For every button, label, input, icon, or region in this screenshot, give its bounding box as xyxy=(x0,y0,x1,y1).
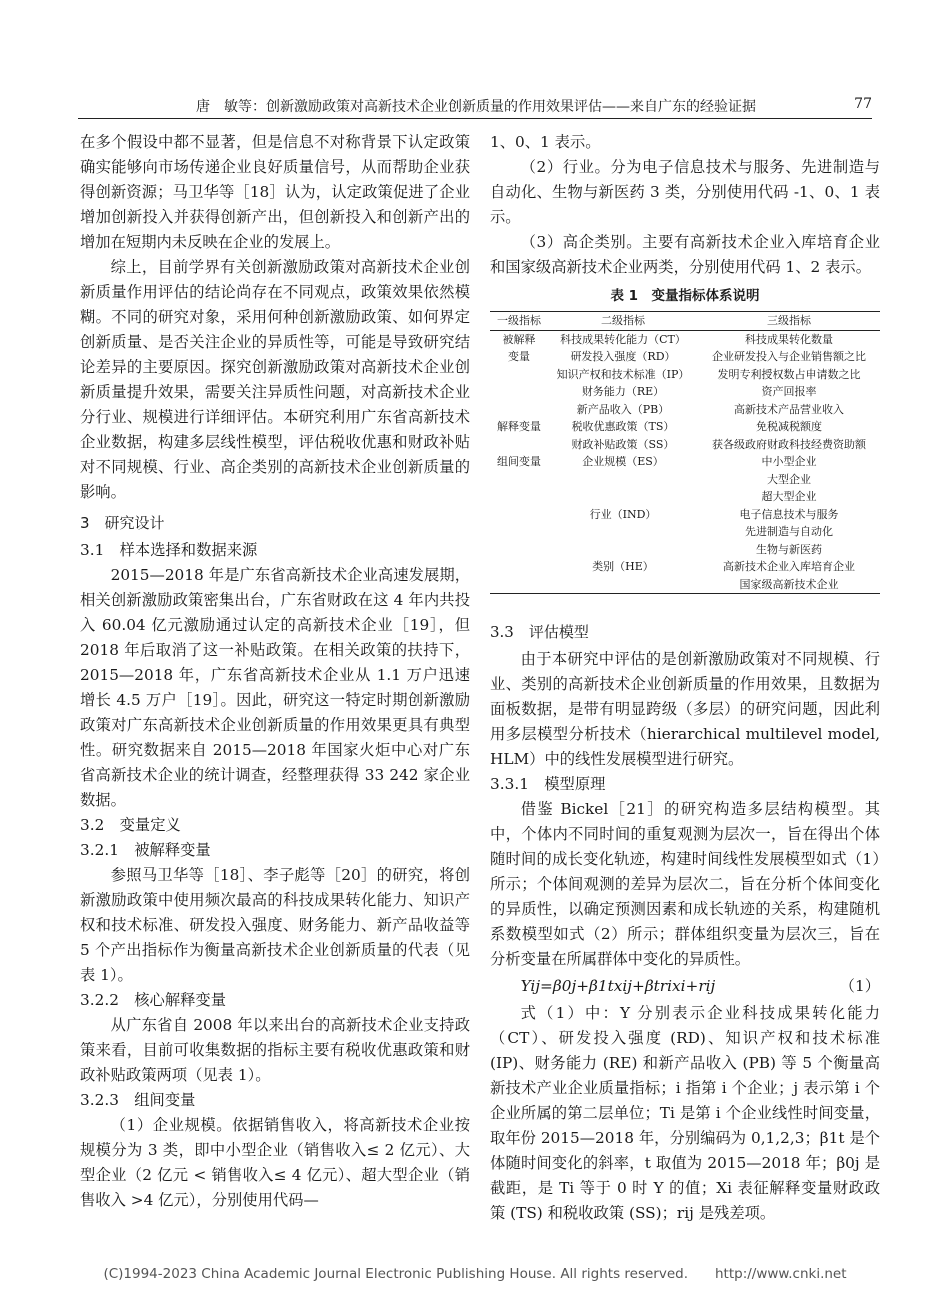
table-cell xyxy=(490,401,548,419)
paragraph: （3）高企类别。主要有高新技术企业入库培育企业和国家级高新技术企业两类，分别使用代码 1、2 表示。 xyxy=(490,233,880,276)
table-cell: 高新技术产品营业收入 xyxy=(734,402,844,416)
table-cell: 科技成果转化能力（CT） xyxy=(560,332,686,346)
table-cell xyxy=(490,366,548,384)
subsection-heading: 3.2.1 被解释变量 xyxy=(80,841,211,859)
paragraph: 综上，目前学界有关创新激励政策对高新技术企业创新质量作用评估的结论尚存在不同观点，政策效果依然模糊。不同的研究对象，采用何种创新激励政策、如何界定创新质量、是否关注企业的异质性等，可能是导致研究结论差异的主要原因。探究创新激励政策对高新技术企业创新质量提升效果，需要关注异质性问题，对高新技术企业分行业、规模进行详细评估。本研究利用广东省高新技术企业数据，构建多层线性模型，评估税收优惠和财政补贴对不同规模、行业、高企类别的高新技术企业创新质量的影响。 xyxy=(80,258,470,501)
table-cell: 中小型企业 xyxy=(761,455,817,468)
table-cell xyxy=(490,576,548,594)
table-cell: 被解释 xyxy=(502,332,536,346)
paragraph: （2）行业。分为电子信息技术与服务、先进制造与自动化、生物与新医药 3 类，分别使用代码 -1、0、1 表示。 xyxy=(490,158,880,226)
subsection-heading: 3.3.1 模型原理 xyxy=(490,775,606,793)
table-cell: 超大型企业 xyxy=(761,490,817,503)
table-row xyxy=(490,523,880,541)
equation xyxy=(490,974,880,999)
table-row xyxy=(490,383,880,401)
table-cell: 财务能力（RE） xyxy=(581,385,665,398)
table-cell: 行业（IND） xyxy=(589,507,657,521)
table-row xyxy=(490,576,880,594)
table-row xyxy=(490,541,880,559)
table-cell xyxy=(548,541,698,559)
table-cell: 科技成果转化数量 xyxy=(745,332,833,346)
paragraph: 借鉴 Bickel［21］的研究构造多层结构模型。其中，个体内不同时间的重复观测为层次一，旨在得出个体随时间的成长变化轨迹，构建时间线性发展模型如式（1）所示；个体间观测的差异为层次二，旨在分析个体间变化的异质性，以确定预测因素和成长轨迹的关系，构建随机系数模型如式（2）所示；群体组织变量为层次三，旨在分析变量在所属群体中变化的异质性。 xyxy=(490,800,880,968)
subsection-heading: 3.2.2 核心解释变量 xyxy=(80,991,227,1009)
paragraph: 从广东省自 2008 年以来出台的高新技术企业支持政策来看，目前可收集数据的指标主要有税收优惠政策和财政补贴政策两项（见表 1）。 xyxy=(80,1016,470,1084)
table-row xyxy=(490,366,880,384)
table-cell: 解释变量 xyxy=(497,420,541,433)
variable-table xyxy=(490,311,880,594)
table-cell: 企业研发投入与企业销售额之比 xyxy=(712,350,866,363)
table-cell: 发明专利授权数占申请数之比 xyxy=(717,367,861,381)
table-cell: 企业规模（ES） xyxy=(582,455,664,468)
table-cell: 电子信息技术与服务 xyxy=(739,507,839,521)
paragraph: 1、0、1 表示。 xyxy=(490,133,601,151)
running-title: 唐 敏等：创新激励政策对高新技术企业创新质量的作用效果评估——来自广东的经验证据 xyxy=(196,99,756,115)
table-row xyxy=(490,506,880,524)
table-cell xyxy=(490,506,548,524)
subsection-heading: 3.1 样本选择和数据来源 xyxy=(80,541,258,559)
table-row xyxy=(490,401,880,419)
table-cell: 获各级政府财政科技经费资助额 xyxy=(712,437,866,451)
table-row xyxy=(490,471,880,489)
table-row xyxy=(490,453,880,471)
table-header: 三级指标 xyxy=(698,312,880,331)
table-cell xyxy=(490,541,548,559)
table-cell xyxy=(490,383,548,401)
table-cell: 资产回报率 xyxy=(761,385,817,398)
table-cell: 国家级高新技术企业 xyxy=(698,576,880,594)
table-cell xyxy=(548,576,698,594)
paragraph: 式（1）中：Y 分别表示企业科技成果转化能力（CT）、研发投入强度 (RD)、知识产权和技术标准 (IP)、财务能力 (RE) 和新产品收入 (PB) 等 5 个衡量高新技术产业企业质量指标；i 指第 i 个企业；j 表示第 i 个企业所属的第二层单位；Ti 是第 i 个企业线性时间变量，取年份 2015—2018 年，分别编码为 0,1,2,3；β1t 是个体随时间变化的斜率，t 取值为 2015—2018 年；β0j 是截距，是 Ti 等于 0 时 Y 的值；Xi 表征解释变量财政政策 (TS) 和税收政策 (SS)；rij 是残差项。 xyxy=(490,1004,880,1222)
table-cell: 变量 xyxy=(508,350,530,363)
right-column xyxy=(490,130,880,1226)
table-row xyxy=(490,348,880,366)
table-cell: 高新技术企业入库培育企业 xyxy=(723,560,855,573)
table-cell: 免税减税额度 xyxy=(756,420,822,433)
equation-number: （1） xyxy=(839,977,880,995)
table-cell xyxy=(490,436,548,454)
table-cell xyxy=(548,471,698,489)
paragraph: （1）企业规模。依据销售收入，将高新技术企业按规模分为 3 类，即中小型企业（销售收入≤ 2 亿元）、大型企业（2 亿元 < 销售收入≤ 4 亿元）、超大型企业（销售收入 >4 亿元），分别使用代码— xyxy=(80,1116,470,1209)
table-cell xyxy=(490,558,548,576)
paragraph: 由于本研究中评估的是创新激励政策对不同规模、行业、类别的高新技术企业创新质量的作用效果，且数据为面板数据，是带有明显跨级（多层）的研究问题，因此利用多层模型分析技术（hierarchical multilevel model, HLM）中的线性发展模型进行研究。 xyxy=(490,650,880,768)
table-cell xyxy=(548,523,698,541)
page-number: 77 xyxy=(854,96,872,112)
paragraph: 2015—2018 年是广东省高新技术企业高速发展期，相关创新激励政策密集出台，广东省财政在这 4 年内共投入 60.04 亿元激励通过认定的高新技术企业［19］，但 2018 年后取消了这一补贴政策。在相关政策的扶持下，2015—2018 年，广东省高新技术企业从 1.1 万户迅速增长 4.5 万户［19］。因此，研究这一特定时期创新激励政策对广东高新技术企业创新质量的作用效果更具有典型性。研究数据来自 2015—2018 年国家火炬中心对广东省高新技术企业的统计调查，经整理获得 33 242 家企业数据。 xyxy=(80,566,470,809)
copyright-footer: (C)1994-2023 China Academic Journal Electronic Publishing House. All rights reserved. http://www.cnki.net xyxy=(103,1266,847,1282)
table-header: 二级指标 xyxy=(548,312,698,331)
table-cell: 类别（HE） xyxy=(592,560,654,573)
table-row xyxy=(490,330,880,348)
table-caption: 表 1 变量指标体系说明 xyxy=(610,288,760,304)
table-cell xyxy=(490,471,548,489)
table-cell: 大型企业 xyxy=(767,472,811,486)
subsection-heading: 3.2 变量定义 xyxy=(80,816,181,834)
table-cell: 财政补贴政策（SS） xyxy=(571,437,675,451)
paragraph: 参照马卫华等［18］、李子彪等［20］的研究，将创新激励政策中使用频次最高的科技成果转化能力、知识产权和技术标准、研发投入强度、财务能力、新产品收益等 5 个产出指标作为衡量高新技术企业创新质量的代表（见表 1）。 xyxy=(80,866,470,984)
table-header: 一级指标 xyxy=(490,312,548,331)
table-cell xyxy=(548,488,698,506)
paragraph: 在多个假设中都不显著，但是信息不对称背景下认定政策确实能够向市场传递企业良好质量信号，从而帮助企业获得创新资源；马卫华等［18］认为，认定政策促进了企业增加创新投入并获得创新产出，但创新投入和创新产出的增加在短期内未反映在企业的发展上。 xyxy=(80,133,470,251)
table-cell: 新产品收入（PB） xyxy=(576,402,670,416)
table-cell: 先进制造与自动化 xyxy=(745,525,833,538)
table-row xyxy=(490,558,880,576)
left-column xyxy=(80,130,470,1213)
table-row xyxy=(490,436,880,454)
running-header xyxy=(78,94,872,119)
table-row xyxy=(490,488,880,506)
table-cell: 知识产权和技术标准（IP） xyxy=(556,367,690,381)
table-cell: 生物与新医药 xyxy=(756,542,822,556)
table-cell xyxy=(490,488,548,506)
table-cell: 研发投入强度（RD） xyxy=(570,350,676,363)
table-row xyxy=(490,418,880,436)
table-cell: 组间变量 xyxy=(497,455,541,468)
subsection-heading: 3.3 评估模型 xyxy=(490,623,589,641)
section-heading: 3 研究设计 xyxy=(80,514,165,532)
table-cell: 税收优惠政策（TS） xyxy=(571,420,675,433)
subsection-heading: 3.2.3 组间变量 xyxy=(80,1091,196,1109)
equation-body: Yij=β0j+β1txij+βtrixi+rij xyxy=(520,977,716,995)
table-cell xyxy=(490,523,548,541)
